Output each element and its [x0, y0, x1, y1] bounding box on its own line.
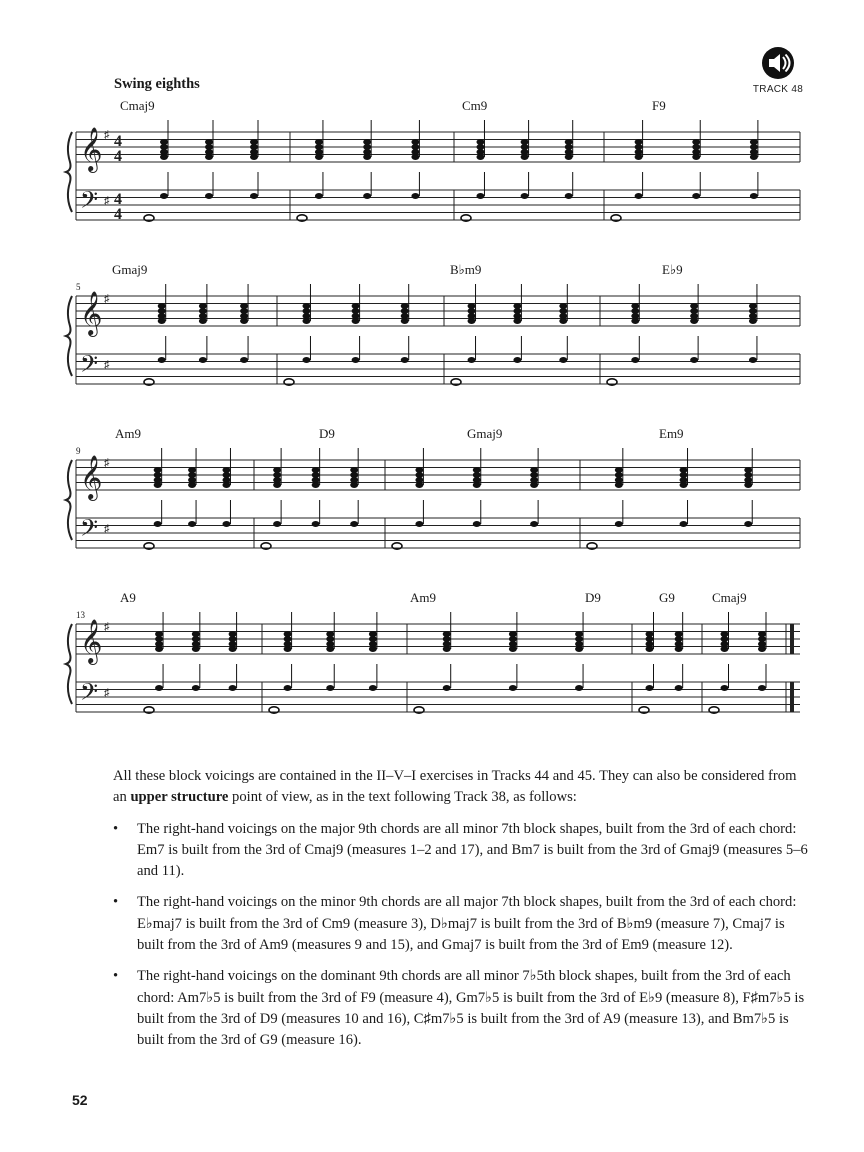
bullet-icon: •	[113, 894, 119, 911]
svg-text:𝄞: 𝄞	[80, 619, 103, 663]
measure-number: 9	[76, 446, 81, 456]
list-item: • The right-hand voicings on the dominant 9th chords are all minor 7♭5th block shapes, built from the 3rd of each chord: Am7♭5 is built from the 3rd of F9 (measure 4), Gm7♭5 is built from the 3rd of E♭9 (measure 8), F♯m7♭5 is built from the 3rd of D9 (measures 10 and 16), C♯m7♭5 is built from the 3rd of A9 (measure 13), and Bm7♭5 is built from the 3rd of G9 (measure 16).	[113, 968, 805, 1049]
chord-symbol: B♭m9	[450, 262, 482, 277]
chord-symbol: Gmaj9	[112, 262, 148, 277]
svg-text:♯: ♯	[104, 359, 110, 371]
grand-staff	[62, 612, 806, 772]
emphasis-upper-structure: upper structure	[130, 789, 229, 806]
svg-text:4: 4	[114, 191, 122, 208]
svg-text:𝄞: 𝄞	[80, 455, 103, 499]
svg-text:♯: ♯	[104, 523, 110, 535]
chord-symbol: Cm9	[462, 98, 488, 113]
track-label: TRACK 48	[752, 84, 804, 95]
bullet-icon: •	[113, 968, 119, 985]
svg-text:♯: ♯	[104, 195, 110, 207]
bullet-list	[113, 819, 813, 1052]
measure-number: 5	[76, 282, 81, 292]
chord-symbol: Am9	[410, 590, 436, 605]
chord-symbol: G9	[659, 590, 675, 605]
svg-text:4: 4	[114, 206, 122, 223]
page-number: 52	[72, 1092, 88, 1108]
svg-text:𝄢: 𝄢	[80, 186, 99, 219]
svg-text:𝄞: 𝄞	[80, 291, 103, 335]
grand-staff	[62, 448, 806, 608]
svg-text:𝄢: 𝄢	[80, 678, 99, 711]
chord-symbol: Am9	[115, 426, 141, 441]
svg-text:4: 4	[114, 133, 122, 150]
music-system-3	[62, 426, 806, 586]
music-system-1	[62, 98, 806, 258]
track-indicator	[748, 46, 808, 95]
chord-symbol: A9	[120, 590, 136, 605]
speaker-icon[interactable]	[761, 46, 795, 80]
body-text	[113, 766, 813, 1062]
chord-symbol: Cmaj9	[712, 590, 747, 605]
chord-symbol: Gmaj9	[467, 426, 503, 441]
tempo-marking: Swing eighths	[114, 76, 200, 92]
chord-symbol: Cmaj9	[120, 98, 155, 113]
chord-symbol: D9	[585, 590, 601, 605]
svg-text:♯: ♯	[104, 457, 110, 469]
music-system-4	[62, 590, 806, 750]
bullet-icon: •	[113, 820, 119, 837]
grand-staff	[62, 120, 806, 280]
list-item: • The right-hand voicings on the major 9th chords are all minor 7th block shapes, built from the 3rd of each chord: Em7 is built from the 3rd of Cmaj9 (measures 1–2 and 17), and Bm7 is built from the 3rd of Gmaj9 (measures 5–6 and 11).	[113, 820, 808, 880]
svg-text:4: 4	[114, 148, 122, 165]
svg-text:𝄢: 𝄢	[80, 514, 99, 547]
chord-symbol: D9	[319, 426, 335, 441]
chord-symbol: Em9	[659, 426, 684, 441]
measure-number: 13	[76, 610, 85, 620]
grand-staff	[62, 284, 806, 444]
svg-text:♯: ♯	[104, 621, 110, 633]
music-system-2	[62, 262, 806, 422]
chord-symbol: F9	[652, 98, 666, 113]
svg-text:♯: ♯	[104, 293, 110, 305]
chord-symbol: E♭9	[662, 262, 683, 277]
list-item: • The right-hand voicings on the minor 9th chords are all major 7th block shapes, built from the 3rd of each chord: E♭maj7 is built from the 3rd of Cm9 (measure 3), D♭maj7 is built from the 3rd of B♭m9 (measure 7), Cmaj7 is built from the 3rd of Am9 (measures 9 and 15), and Gmaj7 is built from the 3rd of Em9 (measure 12).	[113, 894, 797, 954]
intro-paragraph: All these block voicings are contained in the II–V–I exercises in Tracks 44 and 45. They can also be considered from an upper structure point of view, as in the text following Track 38, as follows:	[113, 768, 797, 806]
svg-text:♯: ♯	[104, 129, 110, 141]
svg-text:𝄢: 𝄢	[80, 350, 99, 383]
svg-text:♯: ♯	[104, 687, 110, 699]
svg-text:𝄞: 𝄞	[80, 127, 103, 171]
